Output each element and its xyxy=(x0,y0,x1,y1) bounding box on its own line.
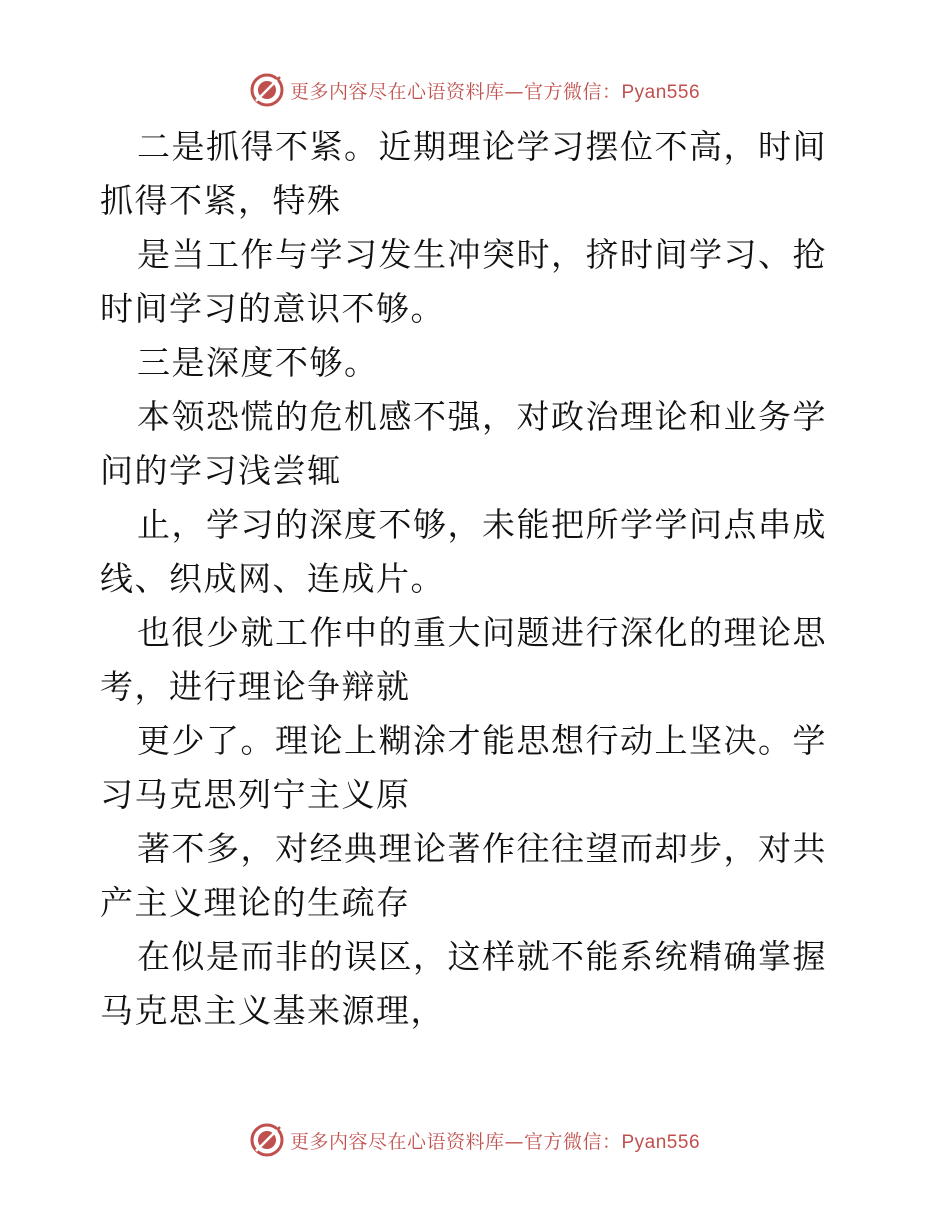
quill-pen-seal-icon xyxy=(250,1123,284,1157)
footer-banner xyxy=(0,1120,950,1160)
paragraph: 本领恐慌的危机感不强，对政治理论和业务学问的学习浅尝辄 xyxy=(100,397,827,490)
quill-pen-seal-icon xyxy=(250,73,284,107)
paragraph: 在似是而非的误区，这样就不能系统精确掌握马克思主义基来源理， xyxy=(100,937,827,1030)
paragraph: 更少了。理论上糊涂才能思想行动上坚决。学习马克思列宁主义原 xyxy=(100,721,827,814)
header-banner xyxy=(0,70,950,110)
paragraph: 二是抓得不紧。近期理论学习摆位不高，时间抓得不紧，特殊 xyxy=(100,127,827,220)
paragraph: 三是深度不够。 xyxy=(137,343,379,382)
document-body xyxy=(100,120,860,1038)
paragraph: 止，学习的深度不够，未能把所学学问点串成线、织成网、连成片。 xyxy=(100,505,827,598)
footer-banner-text: 更多内容尽在心语资料库—官方微信：Pyan556 xyxy=(289,1130,701,1153)
paragraph: 著不多，对经典理论著作往往望而却步，对共产主义理论的生疏存 xyxy=(100,829,827,922)
header-banner-text: 更多内容尽在心语资料库—官方微信：Pyan556 xyxy=(289,80,701,103)
paragraph: 是当工作与学习发生冲突时，挤时间学习、抢时间学习的意识不够。 xyxy=(100,235,827,328)
paragraph: 也很少就工作中的重大问题进行深化的理论思考，进行理论争辩就 xyxy=(100,613,827,706)
